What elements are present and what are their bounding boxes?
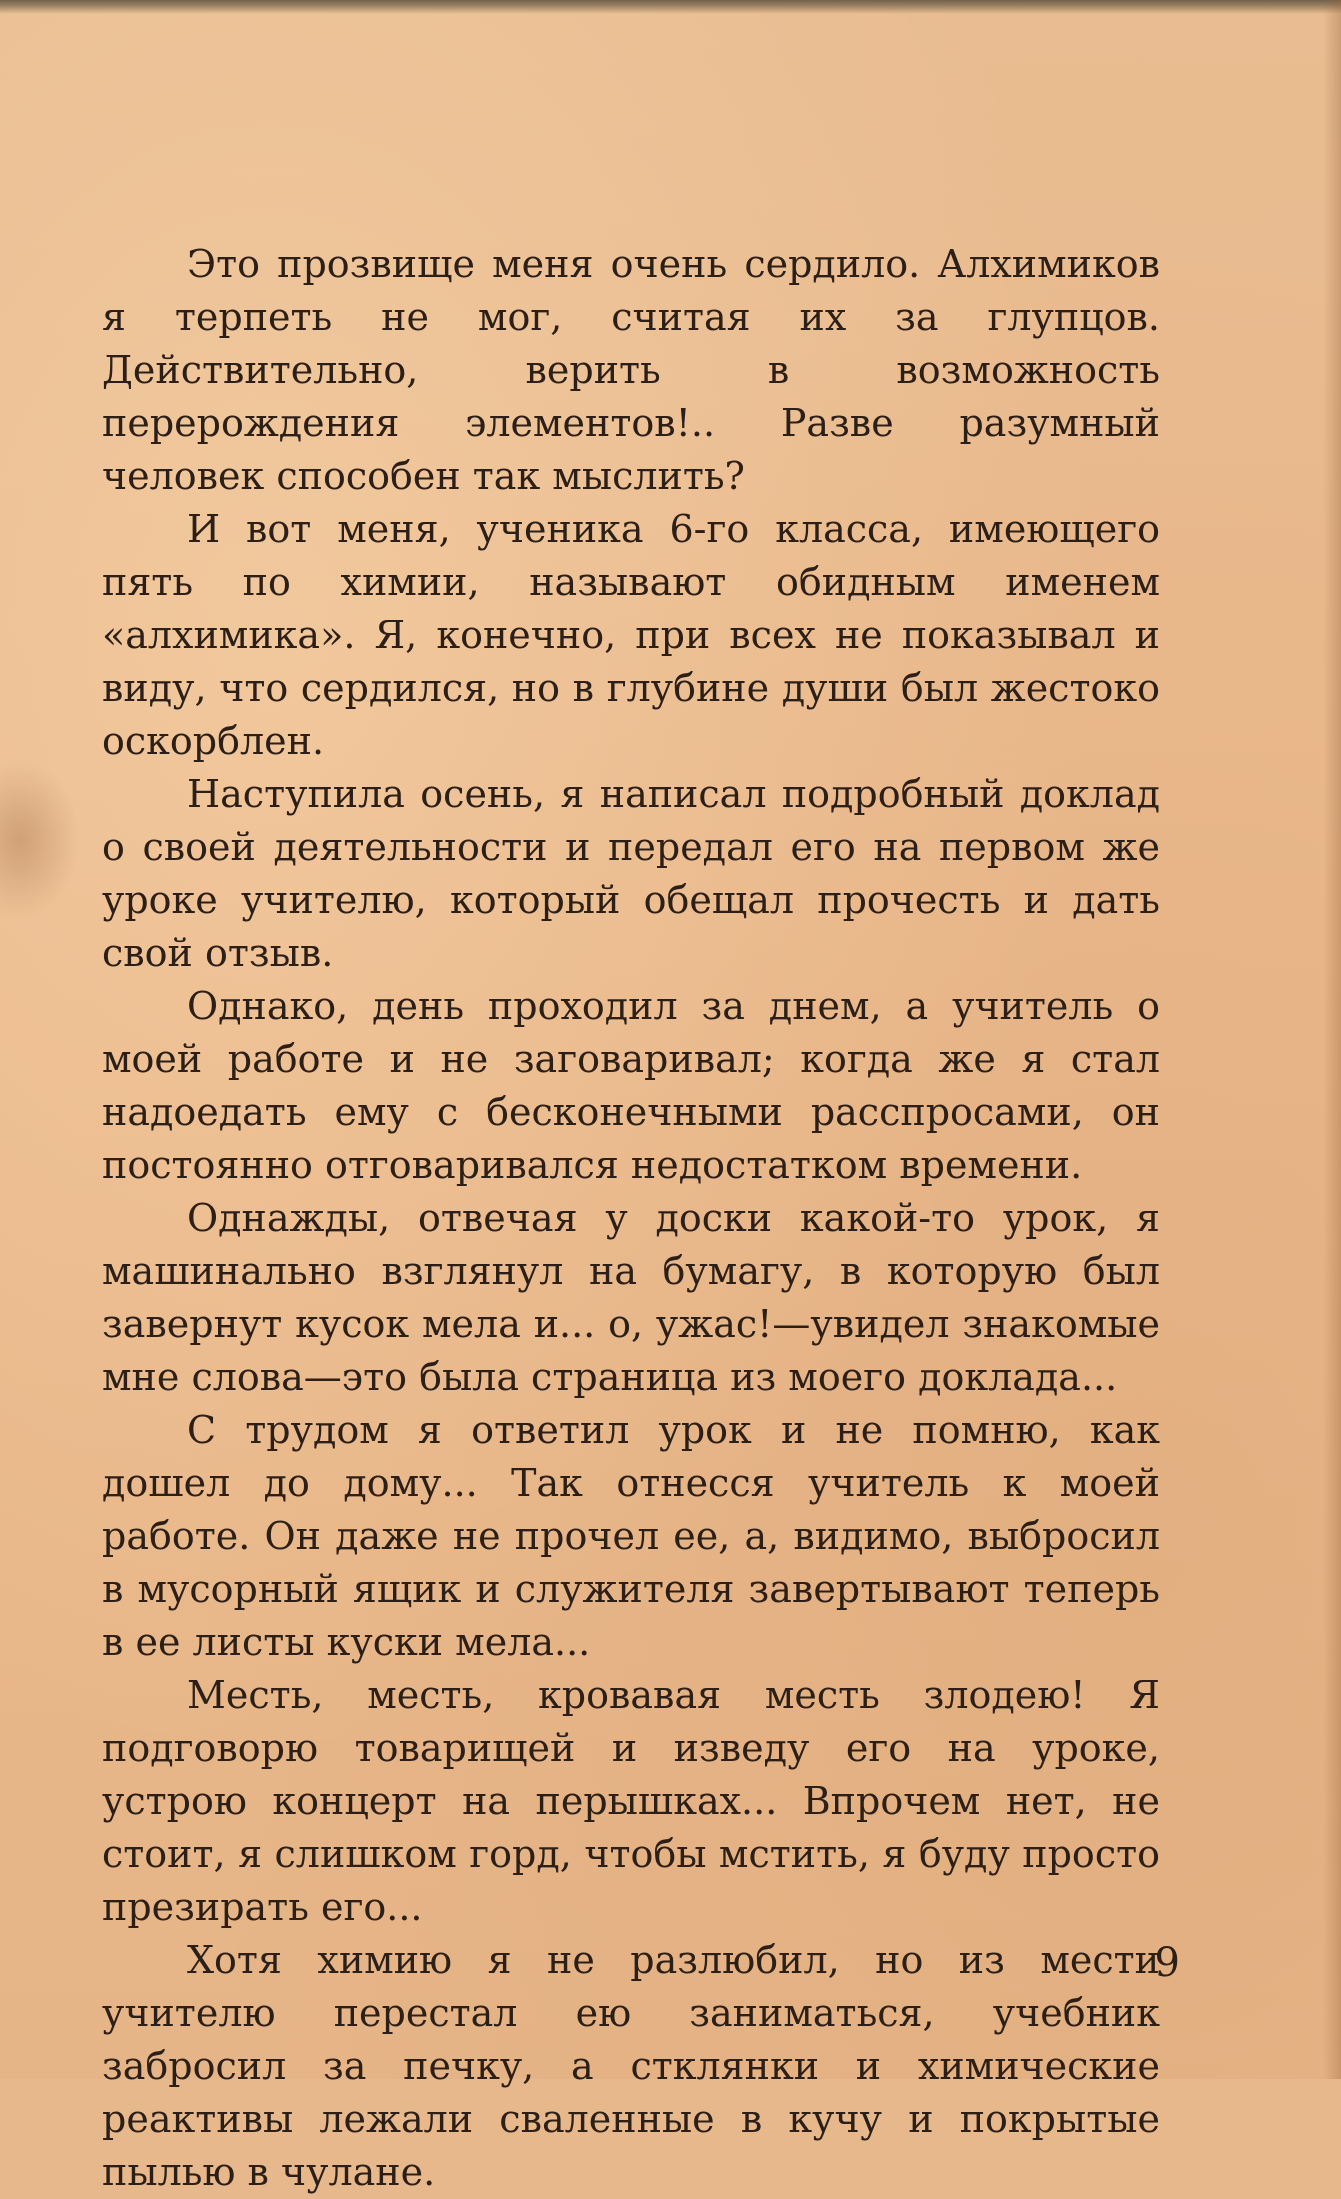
paragraph-7: Месть, месть, кровавая месть злодею! Я подговорю товарищей и изведу его на уроке, устрою концерт на перышках... Впрочем нет, не стоит, я слишком горд, чтобы мстить, я буду просто презирать его... — [102, 1673, 1160, 1929]
paragraph-1: Это прозвище меня очень сердило. Алхимиков я терпеть не мог, считая их за глупцов. Действительно, верить в возможность перерождения элементов!.. Разве разумный человек способен так мыслить? — [102, 242, 1160, 498]
paragraph-8: Хотя химию я не разлюбил, но из мести учителю перестал ею заниматься, учебник забросил за печку, а стклянки и химические реактивы лежали сваленные в кучу и покрытые пылью в чулане. — [102, 1938, 1160, 2194]
paragraph-4: Однако, день проходил за днем, а учитель о моей работе и не заговаривал; когда же я стал надоедать ему с бесконечными расспросами, он постоянно отговаривался недостатком времени. — [102, 984, 1160, 1187]
body-text — [102, 238, 1160, 2199]
paragraph-6: С трудом я ответил урок и не помню, как дошел до дому... Так отнесся учитель к моей работе. Он даже не прочел ее, а, видимо, выбросил в мусорный ящик и служителя завертывают теперь в ее листы куски мела... — [102, 1408, 1160, 1664]
paragraph-5: Однажды, отвечая у доски какой-то урок, я машинально взглянул на бумагу, в которую был завернут кусок мела и... о, ужас!—увидел знакомые мне слова—это была страница из моего доклада... — [102, 1196, 1160, 1399]
page-top-edge — [0, 0, 1341, 14]
paragraph-3: Наступила осень, я написал подробный доклад о своей деятельности и передал его на первом же уроке учителю, который обещал прочесть и дать свой отзыв. — [102, 772, 1160, 975]
page-number: 9 — [1154, 1940, 1180, 1986]
page-stain — [0, 760, 80, 920]
page-right-edge — [1323, 0, 1341, 2079]
paragraph-2: И вот меня, ученика 6-го класса, имеющего пять по химии, называют обидным именем «алхимика». Я, конечно, при всех не показывал и виду, что сердился, но в глубине души был жестоко оскорблен. — [102, 507, 1160, 763]
